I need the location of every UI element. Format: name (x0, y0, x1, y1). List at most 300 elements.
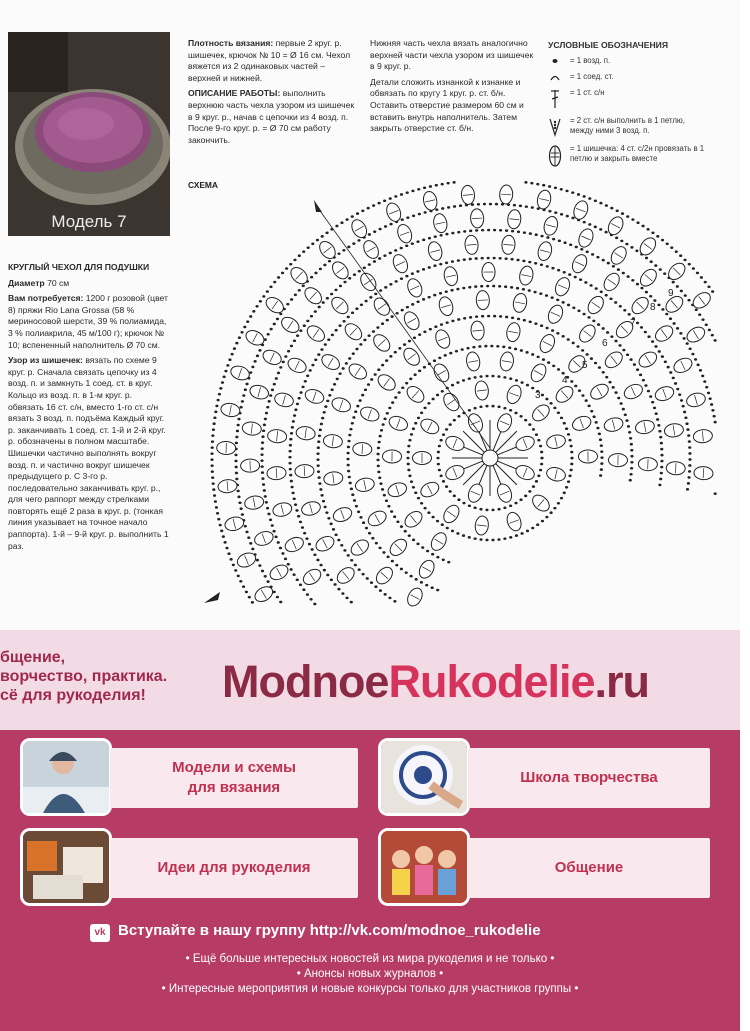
chain-stitch (678, 393, 681, 396)
chain-stitch (672, 377, 675, 380)
chain-stitch (565, 190, 568, 193)
chain-stitch (370, 378, 373, 381)
chain-stitch (701, 318, 704, 321)
chain-stitch (431, 398, 434, 401)
legend-text: = 1 возд. п. (570, 56, 611, 65)
chain-stitch (374, 585, 377, 588)
chain-stitch (546, 265, 549, 268)
chain-stitch (211, 446, 214, 449)
chain-stitch (330, 523, 333, 526)
chain-stitch (499, 257, 502, 260)
chain-stitch (293, 414, 296, 417)
chain-stitch (599, 438, 602, 441)
chain-stitch (317, 464, 320, 467)
chain-stitch (462, 379, 465, 382)
chain-stitch (415, 578, 418, 581)
chain-stitch (354, 564, 357, 567)
chain-stitch-icon (548, 56, 566, 66)
chain-stitch (560, 417, 563, 420)
chain-stitch (631, 279, 634, 282)
chain-stitch (557, 502, 560, 505)
chain-stitch (610, 335, 613, 338)
chain-stitch (552, 365, 555, 368)
chain-stitch (688, 446, 691, 449)
chain-stitch (572, 342, 575, 345)
chain-stitch (334, 289, 337, 292)
chain-stitch (349, 482, 352, 485)
chain-stitch (403, 343, 406, 346)
chain-stitch (333, 383, 336, 386)
chain-stitch (227, 552, 230, 555)
chain-stitch (362, 521, 365, 524)
chain-stitch (417, 188, 420, 191)
chain-stitch (469, 258, 472, 261)
chain-stitch (388, 407, 391, 410)
chain-stitch (249, 315, 252, 318)
chain-stitch (370, 581, 373, 584)
chain-stitch (524, 419, 527, 422)
chain-stitch (517, 230, 520, 233)
chain-stitch (353, 499, 356, 502)
chain-stitch (391, 560, 394, 563)
chain-stitch (669, 371, 672, 374)
chain-stitch (551, 267, 554, 270)
chain-stitch (337, 539, 340, 542)
chain-stitch (393, 600, 396, 603)
chain-stitch (661, 239, 664, 242)
chain-stitch (497, 538, 500, 541)
chain-stitch (600, 290, 603, 293)
chain-stitch (433, 294, 436, 297)
chain-stitch (235, 436, 238, 439)
chain-stitch (320, 348, 323, 351)
chain-stitch (289, 444, 292, 447)
chain-stitch (335, 225, 338, 228)
chain-stitch (263, 424, 266, 427)
chain-stitch (211, 434, 214, 437)
chain-stitch (622, 272, 625, 275)
chain-stitch (486, 285, 489, 288)
chain-stitch (667, 366, 670, 369)
chain-stitch (625, 419, 628, 422)
chain-stitch (210, 452, 213, 455)
chain-stitch (541, 394, 544, 397)
chain-stitch (219, 524, 222, 527)
chain-stitch (299, 583, 302, 586)
chain-stitch (281, 272, 284, 275)
chain-stitch (699, 369, 702, 372)
row-number: 7 (630, 318, 636, 329)
chain-stitch (242, 585, 245, 588)
chain-stitch (549, 511, 552, 514)
chain-stitch (434, 325, 437, 328)
tile-creativity-school[interactable] (468, 748, 710, 808)
chain-stitch (440, 439, 443, 442)
chain-stitch (427, 402, 430, 405)
chain-stitch (600, 456, 603, 459)
chain-stitch (533, 291, 536, 294)
chain-stitch (605, 204, 608, 207)
chain-stitch (477, 203, 480, 206)
chain-stitch (446, 527, 449, 530)
middle-column (188, 38, 356, 150)
chain-stitch (416, 543, 419, 546)
chain-stitch (271, 524, 274, 527)
chain-stitch (650, 260, 653, 263)
chain-stitch (375, 542, 378, 545)
chain-stitch (359, 343, 362, 346)
chain-stitch (487, 229, 490, 232)
chain-stitch (629, 437, 632, 440)
chain-stitch (532, 428, 535, 431)
chain-stitch (586, 353, 589, 356)
chain-stitch (418, 213, 421, 216)
chain-stitch (456, 288, 459, 291)
chain-stitch (212, 428, 215, 431)
chain-stitch (377, 368, 380, 371)
left-column (8, 262, 170, 556)
chain-stitch (647, 390, 650, 393)
chain-stitch (714, 421, 717, 424)
chain-stitch (469, 230, 472, 233)
chain-stitch (540, 235, 543, 238)
chain-stitch (515, 379, 518, 382)
tile-label: Общение (554, 859, 624, 876)
chain-stitch (531, 527, 534, 530)
chain-stitch (356, 212, 359, 215)
chain-stitch (670, 246, 673, 249)
chain-stitch (640, 287, 643, 290)
chain-stitch (614, 391, 617, 394)
chain-stitch (306, 320, 309, 323)
tile-knitting-patterns[interactable] (110, 748, 358, 808)
chain-stitch (343, 549, 346, 552)
chain-stitch (621, 212, 624, 215)
chain-stitch (519, 205, 522, 208)
chain-stitch (516, 259, 519, 262)
chain-stitch (438, 357, 441, 360)
chain-stitch (342, 249, 345, 252)
ad-tagline (0, 648, 167, 705)
chain-stitch (262, 483, 265, 486)
chain-stitch (346, 452, 349, 455)
chain-stitch (433, 264, 436, 267)
chain-stitch (503, 507, 506, 510)
chain-stitch (237, 575, 240, 578)
chain-stitch (368, 233, 371, 236)
chain-stitch (356, 405, 359, 408)
chain-stitch (451, 260, 454, 263)
chain-stitch (345, 218, 348, 221)
chain-stitch (545, 294, 548, 297)
chain-stitch (585, 399, 588, 402)
chain-stitch (522, 260, 525, 263)
creativity-school-thumbnail (378, 738, 470, 816)
chain-stitch (657, 304, 660, 307)
chain-stitch (361, 394, 364, 397)
chain-stitch (248, 596, 251, 599)
chain-stitch (493, 315, 496, 318)
chain-stitch (301, 526, 304, 529)
chain-stitch (261, 465, 264, 468)
chain-stitch (552, 238, 555, 241)
legend-title: УСЛОВНЫЕ ОБОЗНАЧЕНИЯ (548, 40, 669, 50)
chain-stitch (570, 380, 573, 383)
chain-stitch (383, 494, 386, 497)
chain-stitch (416, 270, 419, 273)
chain-stitch (474, 376, 477, 379)
chain-stitch (519, 498, 522, 501)
cushion-photo (8, 32, 170, 236)
chain-stitch (534, 322, 537, 325)
chain-stitch (319, 488, 322, 491)
chain-stitch (373, 230, 376, 233)
chain-stitch (508, 346, 511, 349)
chain-stitch (363, 266, 366, 269)
chain-stitch (505, 229, 508, 232)
chain-stitch (381, 488, 384, 491)
density-label: Плотность вязания: (188, 38, 274, 48)
chain-stitch (230, 558, 233, 561)
diameter-label: Диаметр (8, 277, 45, 288)
chain-stitch (567, 480, 570, 483)
chain-stitch (630, 246, 633, 249)
chain-stitch (540, 263, 543, 266)
chain-stitch (378, 441, 381, 444)
chain-stitch (269, 285, 272, 288)
tile-craft-ideas[interactable] (110, 838, 358, 898)
chain-stitch (551, 329, 554, 332)
chain-stitch (479, 538, 482, 541)
chain-stitch (367, 383, 370, 386)
chain-stitch (593, 415, 596, 418)
chain-stitch (386, 556, 389, 559)
chain-stitch (411, 242, 414, 245)
chain-stitch (519, 415, 522, 418)
chain-stitch (444, 354, 447, 357)
schema-title: СХЕМА (188, 180, 218, 190)
chain-stitch (659, 268, 662, 271)
chain-stitch (349, 428, 352, 431)
chain-stitch (316, 452, 319, 455)
chain-stitch (568, 273, 571, 276)
chain-stitch (318, 434, 321, 437)
chain-stitch (602, 371, 605, 374)
chain-stitch (608, 381, 611, 384)
chain-stitch (596, 256, 599, 259)
chain-stitch (414, 422, 417, 425)
logo-part: .ru (594, 656, 650, 707)
chain-stitch (523, 319, 526, 322)
chain-stitch (401, 386, 404, 389)
chain-stitch (525, 205, 528, 208)
chain-stitch (686, 488, 689, 491)
chain-stitch (657, 424, 660, 427)
chain-stitch (394, 195, 397, 198)
chain-stitch (587, 405, 590, 408)
chain-stitch (381, 364, 384, 367)
chain-stitch (599, 228, 602, 231)
chain-stitch (696, 272, 699, 275)
chain-stitch (405, 244, 408, 247)
chain-stitch (216, 512, 219, 515)
chain-stitch (495, 203, 498, 206)
chain-stitch (423, 507, 426, 510)
chain-stitch (497, 508, 500, 511)
chain-stitch (351, 493, 354, 496)
chain-stitch (265, 501, 268, 504)
chain-stitch (714, 339, 717, 342)
bullet-line: • Интересные мероприятия и новые конкурсы только для участников группы • (161, 983, 579, 995)
chain-stitch (418, 370, 421, 373)
chain-stitch (599, 202, 602, 205)
diameter-paragraph (8, 278, 170, 290)
chain-stitch (380, 429, 383, 432)
chain-stitch (597, 323, 600, 326)
chain-stitch (468, 377, 471, 380)
chain-stitch (628, 313, 631, 316)
chain-stitch (509, 409, 512, 412)
chain-stitch (570, 457, 573, 460)
chain-stitch (660, 466, 663, 469)
chain-stitch (367, 334, 370, 337)
chain-stitch (537, 439, 540, 442)
chain-stitch (649, 395, 652, 398)
chain-stitch (389, 252, 392, 255)
chain-stitch (291, 426, 294, 429)
chain-stitch (231, 353, 234, 356)
chain-stitch (319, 268, 322, 271)
chain-stitch (390, 510, 393, 513)
chain-stitch (598, 433, 601, 436)
chain-stitch (276, 596, 279, 599)
chain-stitch (433, 359, 436, 362)
chain-stitch (414, 492, 417, 495)
chain-stitch (569, 243, 572, 246)
chain-stitch (475, 257, 478, 260)
chain-stitch (279, 547, 282, 550)
chain-stitch (309, 369, 312, 372)
chain-stitch (284, 558, 287, 561)
chain-stitch (453, 205, 456, 208)
chain-stitch (368, 532, 371, 535)
chain-stitch (539, 445, 542, 448)
chain-stitch (287, 350, 290, 353)
chain-stitch (422, 239, 425, 242)
chain-stitch (626, 353, 629, 356)
chain-stitch (695, 308, 698, 311)
chain-stitch (350, 488, 353, 491)
chain-stitch (299, 391, 302, 394)
chain-stitch (224, 370, 227, 373)
chain-stitch (378, 476, 381, 479)
vk-join-link[interactable] (90, 922, 541, 942)
chain-stitch (553, 407, 556, 410)
site-logo[interactable] (222, 656, 649, 708)
chain-stitch (252, 310, 255, 313)
chain-stitch (714, 492, 717, 495)
chain-stitch (240, 331, 243, 334)
chain-stitch (383, 418, 386, 421)
chain-stitch (264, 418, 267, 421)
chain-stitch (583, 195, 586, 198)
chain-stitch (548, 210, 551, 213)
chain-stitch (345, 362, 348, 365)
chain-stitch (296, 403, 299, 406)
chain-stitch (372, 330, 375, 333)
chain-stitch (440, 323, 443, 326)
chain-stitch (323, 569, 326, 572)
chain-stitch (599, 474, 602, 477)
chain-stitch (605, 294, 608, 297)
chain-stitch (289, 474, 292, 477)
join-text: Вступайте в нашу группу http://vk.com/modnoe_rukodelie (118, 922, 541, 939)
bullet-line: • Ещё больше интересных новостей из мира рукоделия и не только • (185, 953, 555, 965)
chain-stitch (310, 276, 313, 279)
chain-stitch (456, 532, 459, 535)
chain-stitch (411, 272, 414, 275)
chain-stitch (410, 575, 413, 578)
chain-stitch (620, 240, 623, 243)
chain-stitch (475, 229, 478, 232)
chain-stitch (379, 228, 382, 231)
chain-stitch (339, 372, 342, 375)
chain-stitch (406, 306, 409, 309)
chain-stitch (630, 467, 633, 470)
repeat-arrow (314, 200, 322, 212)
chain-stitch (238, 336, 241, 339)
chain-stitch (290, 345, 293, 348)
chain-stitch (534, 262, 537, 265)
ad-bullets (0, 952, 740, 997)
chain-stitch (498, 285, 501, 288)
chain-stitch (348, 357, 351, 360)
chain-stitch (551, 296, 554, 299)
chain-stitch (289, 263, 292, 266)
chain-stitch (542, 184, 545, 187)
chain-stitch (469, 316, 472, 319)
chain-stitch (320, 494, 323, 497)
chain-stitch (395, 312, 398, 315)
chain-stitch (314, 358, 317, 361)
chain-stitch (302, 284, 305, 287)
knitting-model-thumbnail (20, 738, 112, 816)
chain-stitch (328, 394, 331, 397)
chain-stitch (302, 588, 305, 591)
chain-stitch (218, 393, 221, 396)
chain-stitch (305, 537, 308, 540)
chain-stitch (636, 322, 639, 325)
chain-stitch (505, 257, 508, 260)
chain-stitch (299, 521, 302, 524)
chain-stitch (480, 285, 483, 288)
chain-stitch (656, 418, 659, 421)
tile-community[interactable] (468, 838, 710, 898)
chain-stitch (457, 318, 460, 321)
chain-stitch (267, 333, 270, 336)
chain-stitch (588, 223, 591, 226)
chain-stitch (440, 474, 443, 477)
chain-stitch (251, 601, 254, 604)
chain-stitch (240, 406, 243, 409)
community-thumbnail (378, 828, 470, 906)
chain-stitch (698, 313, 701, 316)
chain-stitch (272, 530, 275, 533)
chain-stitch (528, 423, 531, 426)
chain-stitch (514, 348, 517, 351)
chain-stitch (311, 364, 314, 367)
chain-stitch (416, 300, 419, 303)
